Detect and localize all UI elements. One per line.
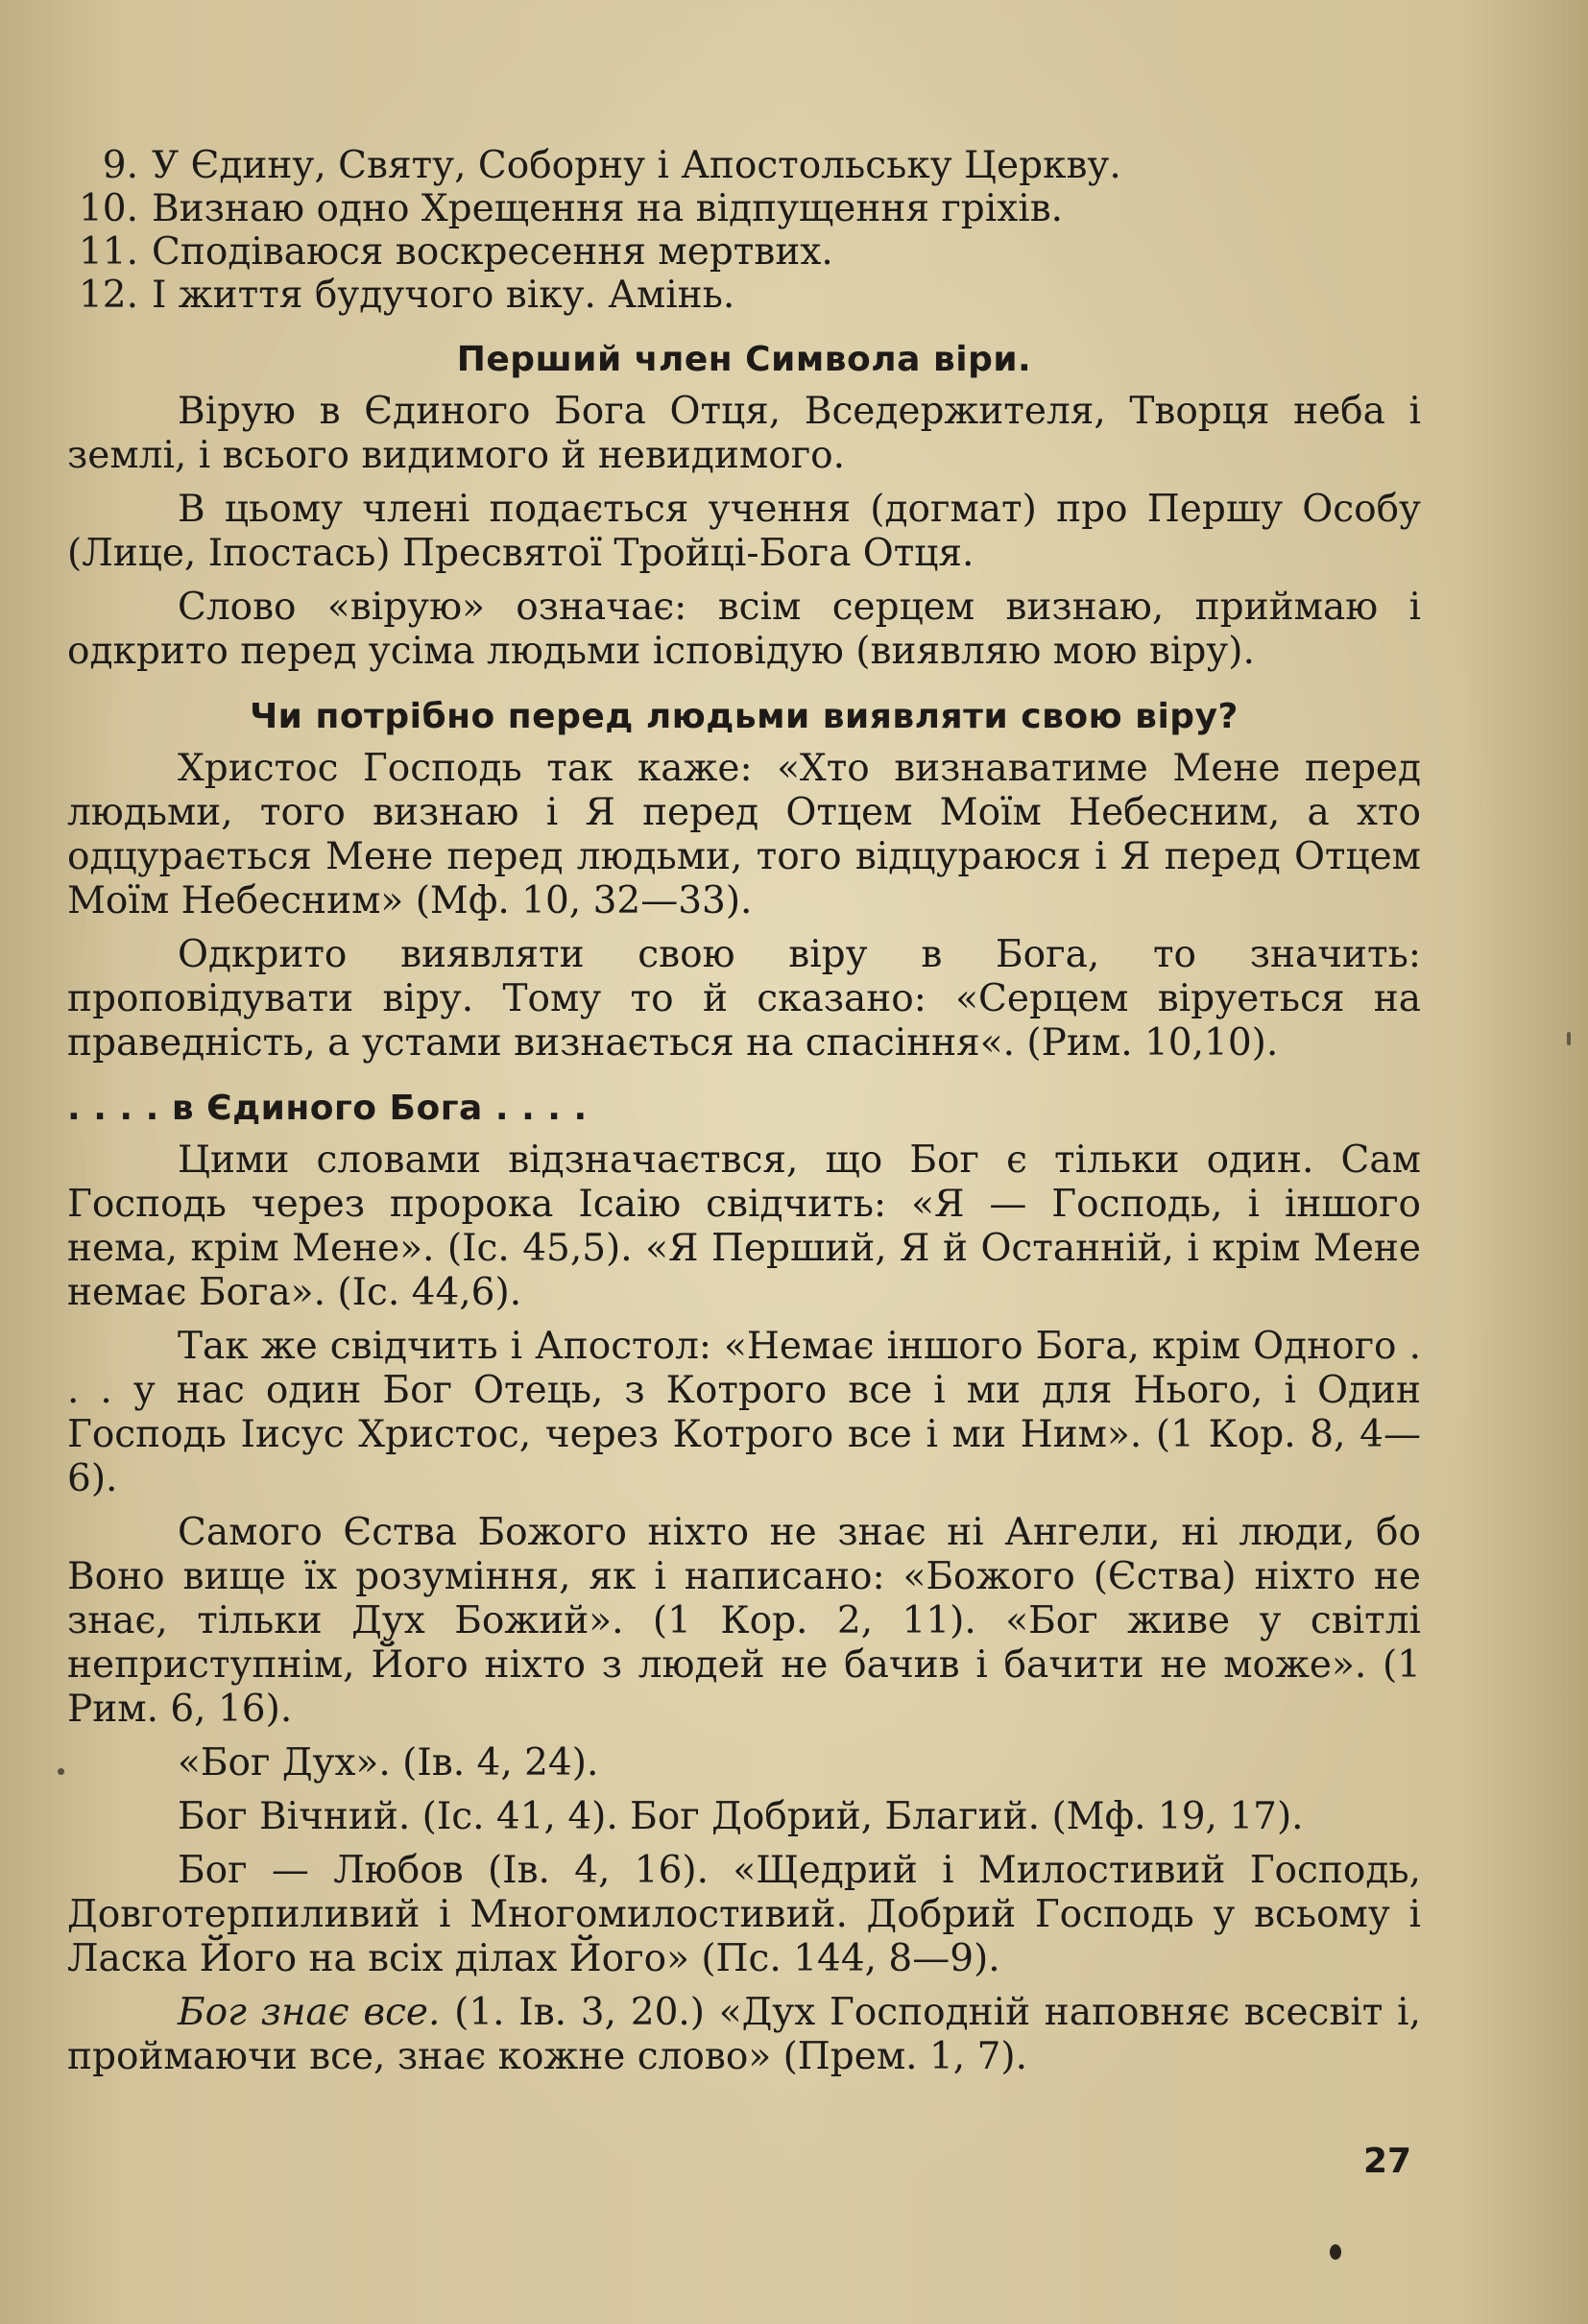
list-item-text: У Єдину, Святу, Соборну і Апостольську Церкву. <box>152 144 1121 187</box>
page-text <box>67 144 1421 2089</box>
list-item-text: Сподіваюся воскресення мертвих. <box>152 230 833 274</box>
paragraph-text: (1. Ів. 3, 20.) «Дух Господній наповняє всесвіт і, проймаючи все, знає кожне слово» (Прем. 1, 7). <box>67 1991 1421 2078</box>
list-item <box>67 187 1421 230</box>
paragraph: Так же свідчить і Апостол: «Немає іншого Бога, крім Одного . . . у нас один Бог Отець, з Котрого все і ми для Нього, і Один Господь Іисус Христос, через Котрого все і ми Ним». (1 Кор. 8, 4—6). <box>67 1325 1421 1500</box>
list-item <box>67 144 1421 187</box>
ink-speck <box>58 1768 64 1775</box>
paragraph: Одкрито виявляти свою віру в Бога, то значить: проповідувати віру. Тому то й сказано: «Серцем віруеться на праведність, а устами визнається на спасіння«. (Рим. 10,10). <box>67 933 1421 1065</box>
creed-list <box>67 144 1421 317</box>
paragraph: Христос Господь так каже: «Хто визнаватиме Мене перед людьми, того визнаю і Я перед Отцем Моїм Небесним, а хто одцурається Мене перед людьми, того відцураюся і Я перед Отцем Моїм Небесним» (Мф. 10, 32—33). <box>67 747 1421 922</box>
ink-speck <box>1567 1032 1571 1045</box>
paragraph: Бог — Любов (Ів. 4, 16). «Щедрий і Милостивий Господь, Довготерпиливий і Многомилостивий. Добрий Господь у всьому і Ласка Його на всіх ділах Його» (Пс. 144, 8—9). <box>67 1849 1421 1980</box>
paragraph: «Бог Дух». (Ів. 4, 24). <box>178 1741 599 1785</box>
section-heading-one-god: . . . . в Єдиного Бога . . . . <box>67 1089 588 1128</box>
section-heading-confess-faith: Чи потрібно перед людьми виявляти свою віру? <box>250 697 1239 736</box>
paragraph: Цими словами відзначаєтвся, що Бог є тільки один. Сам Господь через пророка Ісаію свідчить: «Я — Господь, і іншого нема, крім Мене». (Іс. 45,5). «Я Перший, Я й Останній, і крім Мене немає Бога». (Іс. 44,6). <box>67 1138 1421 1314</box>
paragraph: Слово «вірую» означає: всім серцем визнаю, приймаю і одкрито перед усіма людьми іcповідую (виявляю мою віру). <box>67 586 1421 673</box>
list-item-text: І життя будучого віку. Амінь. <box>152 274 735 317</box>
paragraph: Бог Вічний. (Іс. 41, 4). Бог Добрий, Благий. (Мф. 19, 17). <box>178 1795 1304 1838</box>
paragraph: Вірую в Єдиного Бога Отця, Вседержителя, Творця неба і землі, і всього видимого й невидимого. <box>67 390 1421 477</box>
list-item <box>67 274 1421 317</box>
paragraph <box>67 1991 1421 2079</box>
list-item <box>67 230 1421 274</box>
ink-speck <box>1330 2244 1341 2260</box>
list-item-text: Визнаю одно Хрещення на відпущення гріхів. <box>152 187 1064 230</box>
list-item-number: 9. <box>102 144 138 187</box>
paragraph: Самого Єства Божого ніхто не знає ні Ангели, ні люди, бо Воно вище їх розуміння, як і написано: «Божого (Єства) ніхто не знає, тільки Дух Божий». (1 Кор. 2, 11). «Бог живе у світлі неприступнім, Його ніхто з людей не бачив і бачити не може». (1 Рим. 6, 16). <box>67 1511 1421 1731</box>
page-number: 27 <box>1363 2142 1412 2181</box>
section-heading-first-article: Перший член Символа віри. <box>456 340 1032 379</box>
list-item-number: 10. <box>78 187 138 230</box>
paragraph: В цьому члені подається учення (догмат) про Першу Особу (Лице, Іпостась) Пресвятої Тройці-Бога Отця. <box>67 488 1421 575</box>
italic-lead: Бог знає все. <box>178 1991 441 2034</box>
list-item-number: 12. <box>78 274 138 317</box>
list-item-number: 11. <box>78 230 138 274</box>
